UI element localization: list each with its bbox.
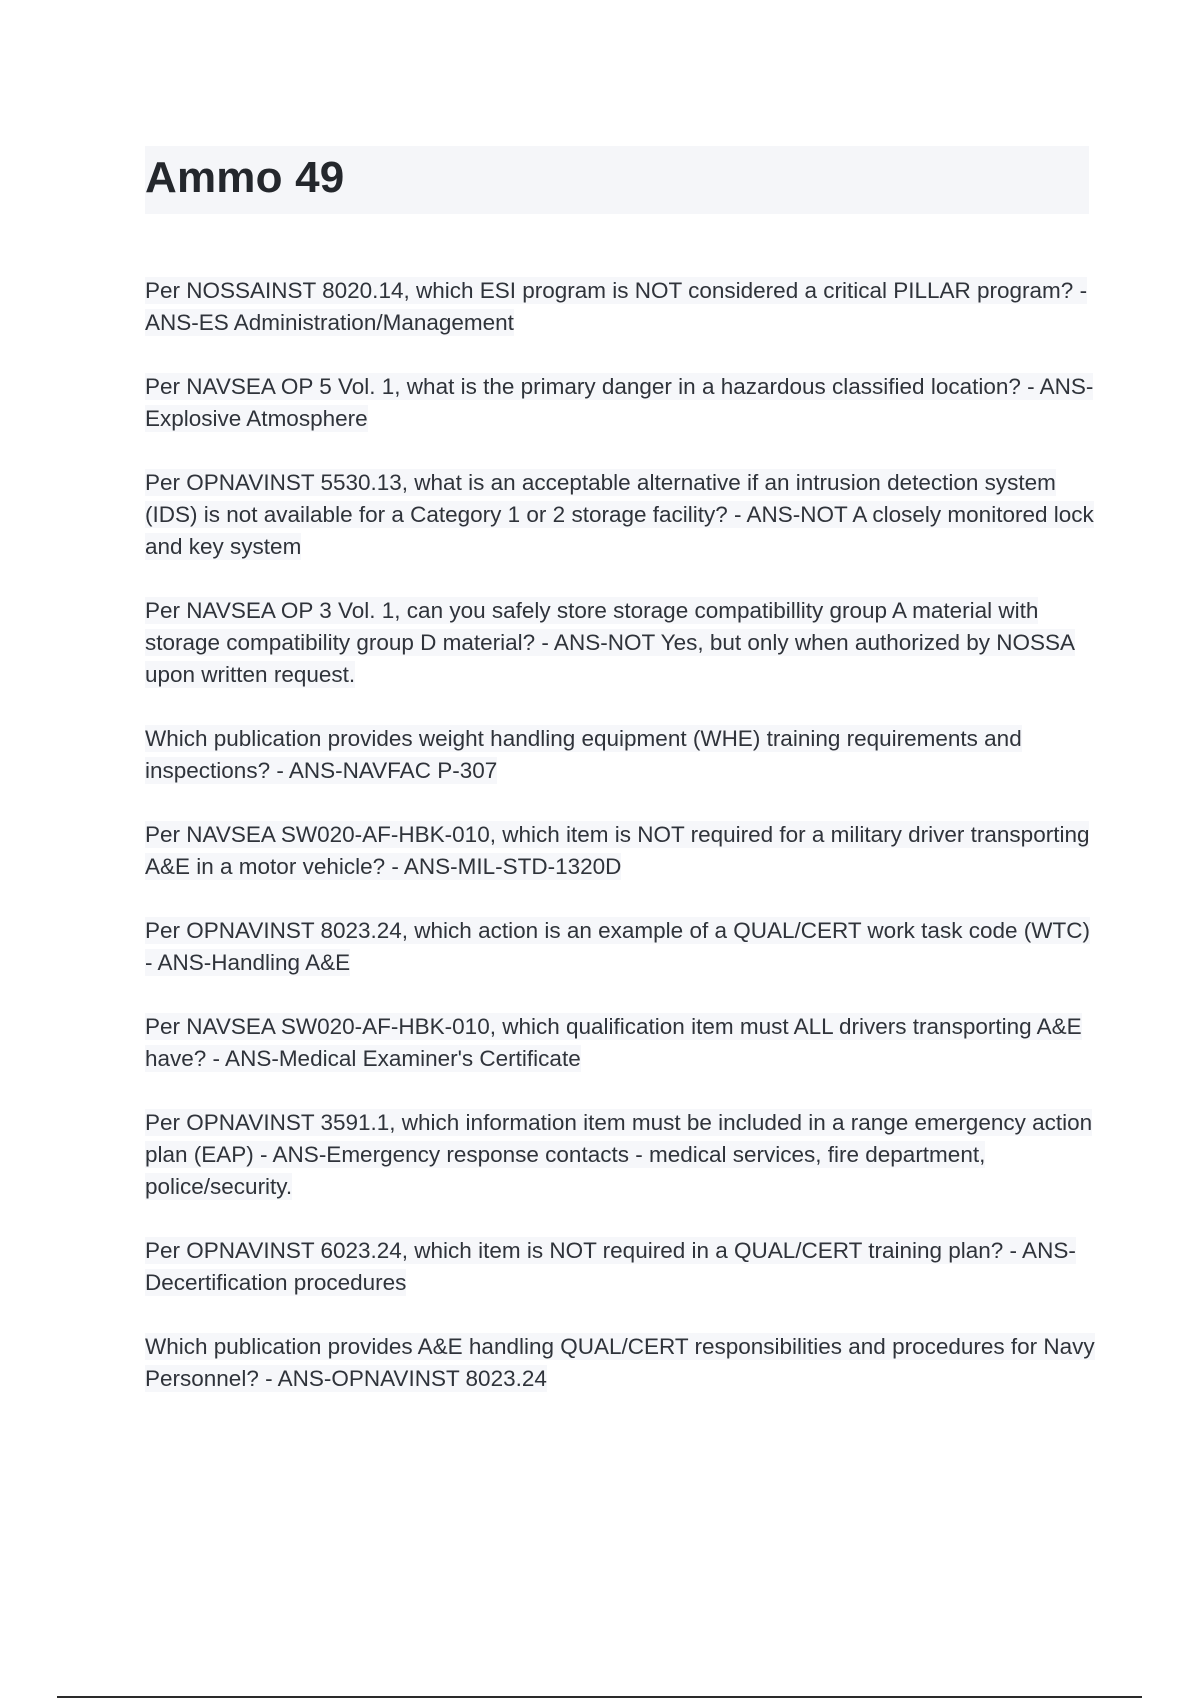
page-title: Ammo 49 [145,153,345,202]
qa-text: Per NAVSEA OP 5 Vol. 1, what is the primary danger in a hazardous classified location? - ANS-Explosive Atmosphere [145,374,1094,431]
qa-text: Per NAVSEA SW020-AF-HBK-010, which item is NOT required for a military driver transporting A&E in a motor vehicle? - ANS-MIL-STD-1320D [145,822,1090,879]
qa-item-8 [145,1011,1095,1075]
qa-text: Per NAVSEA OP 3 Vol. 1, can you safely store storage compatibillity group A material with storage compatibility group D material? - ANS-NOT Yes, but only when authorized by NOSSA upon written request. [145,598,1076,687]
footer-divider [57,1696,1142,1698]
qa-list [145,275,1095,1427]
qa-text: Which publication provides A&E handling QUAL/CERT responsibilities and procedures for Navy Personnel? - ANS-OPNAVINST 8023.24 [145,1334,1095,1391]
qa-text: Per NAVSEA SW020-AF-HBK-010, which qualification item must ALL drivers transporting A&E have? - ANS-Medical Examiner's Certificate [145,1014,1082,1071]
qa-text: Per OPNAVINST 3591.1, which information item must be included in a range emergency action plan (EAP) - ANS-Emergency response contacts - medical services, fire department, police/security. [145,1110,1093,1199]
qa-item-6 [145,819,1095,883]
qa-text: Per OPNAVINST 8023.24, which action is an example of a QUAL/CERT work task code (WTC) - ANS-Handling A&E [145,918,1090,975]
qa-item-11 [145,1331,1095,1395]
qa-item-7 [145,915,1095,979]
qa-item-5 [145,723,1095,787]
qa-item-4 [145,595,1095,691]
qa-item-1 [145,275,1095,339]
qa-item-3 [145,467,1095,563]
qa-text: Which publication provides weight handling equipment (WHE) training requirements and inspections? - ANS-NAVFAC P-307 [145,726,1022,783]
title-block [145,146,1089,214]
qa-item-2 [145,371,1095,435]
qa-item-10 [145,1235,1095,1299]
qa-text: Per OPNAVINST 6023.24, which item is NOT required in a QUAL/CERT training plan? - ANS-Decertification procedures [145,1238,1076,1295]
qa-text: Per OPNAVINST 5530.13, what is an acceptable alternative if an intrusion detection system (IDS) is not available for a Category 1 or 2 storage facility? - ANS-NOT A closely monitored lock and key system [145,470,1094,559]
qa-item-9 [145,1107,1095,1203]
qa-text: Per NOSSAINST 8020.14, which ESI program is NOT considered a critical PILLAR program? - ANS-ES Administration/Management [145,278,1088,335]
